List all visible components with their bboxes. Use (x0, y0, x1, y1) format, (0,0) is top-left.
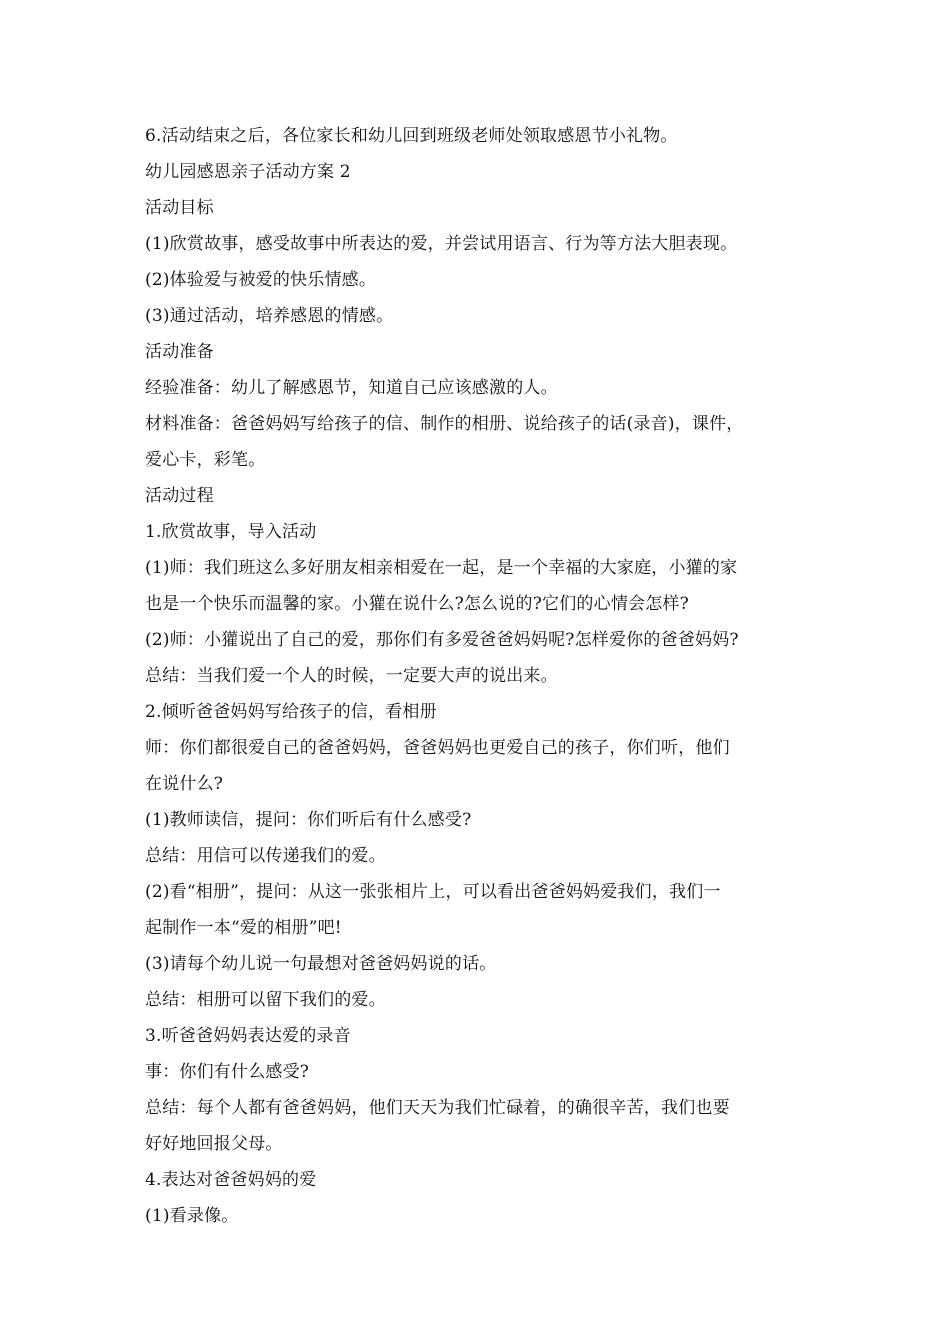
paragraph-line: (2)体验爱与被爱的快乐情感。 (145, 270, 377, 290)
document-body (145, 118, 825, 1234)
paragraph-line: (3)通过活动，培养感恩的情感。 (145, 306, 394, 326)
paragraph-line: (1)教师读信，提问：你们听后有什么感受? (145, 810, 472, 830)
paragraph-line: 好好地回报父母。 (145, 1134, 283, 1154)
section-title: 幼儿园感恩亲子活动方案 2 (145, 162, 351, 182)
paragraph-line: 师：你们都很爱自己的爸爸妈妈，爸爸妈妈也更爱自己的孩子，你们听，他们 (145, 738, 730, 758)
paragraph-line: 总结：当我们爱一个人的时候，一定要大声的说出来。 (145, 666, 558, 686)
step-heading: 2.倾听爸爸妈妈写给孩子的信，看相册 (145, 702, 437, 722)
step-heading: 1.欣赏故事，导入活动 (145, 522, 317, 542)
paragraph-line: (1)欣赏故事，感受故事中所表达的爱，并尝试用语言、行为等方法大胆表现。 (145, 234, 738, 254)
step-heading: 4.表达对爸爸妈妈的爱 (145, 1170, 317, 1190)
paragraph-line: 起制作一本“爱的相册”吧! (145, 918, 342, 938)
section-heading: 活动目标 (145, 198, 214, 218)
section-heading: 活动过程 (145, 486, 214, 506)
paragraph-line: 经验准备：幼儿了解感恩节，知道自己应该感激的人。 (145, 378, 558, 398)
paragraph-line: (1)师：我们班这么多好朋友相亲相爱在一起，是一个幸福的大家庭，小獾的家 (145, 558, 738, 578)
paragraph-line: (2)师：小獾说出了自己的爱，那你们有多爱爸爸妈妈呢?怎样爱你的爸爸妈妈? (145, 630, 739, 650)
section-heading: 活动准备 (145, 342, 214, 362)
paragraph-line: 爱心卡，彩笔。 (145, 450, 266, 470)
paragraph-line: 6.活动结束之后，各位家长和幼儿回到班级老师处领取感恩节小礼物。 (145, 126, 678, 146)
step-heading: 3.听爸爸妈妈表达爱的录音 (145, 1026, 351, 1046)
paragraph-line: 材料准备：爸爸妈妈写给孩子的信、制作的相册、说给孩子的话(录音)，课件， (145, 414, 744, 434)
paragraph-line: 事：你们有什么感受? (145, 1062, 310, 1082)
paragraph-line: 总结：相册可以留下我们的爱。 (145, 990, 386, 1010)
paragraph-line: (1)看录像。 (145, 1206, 239, 1226)
paragraph-line: 也是一个快乐而温馨的家。小獾在说什么?怎么说的?它们的心情会怎样? (145, 594, 689, 614)
paragraph-line: 在说什么? (145, 774, 224, 794)
paragraph-line: 总结：用信可以传递我们的爱。 (145, 846, 386, 866)
paragraph-line: (3)请每个幼儿说一句最想对爸爸妈妈说的话。 (145, 954, 497, 974)
paragraph-line: (2)看“相册”，提问：从这一张张相片上，可以看出爸爸妈妈爱我们，我们一 (145, 882, 721, 902)
paragraph-line: 总结：每个人都有爸爸妈妈，他们天天为我们忙碌着，的确很辛苦，我们也要 (145, 1098, 730, 1118)
